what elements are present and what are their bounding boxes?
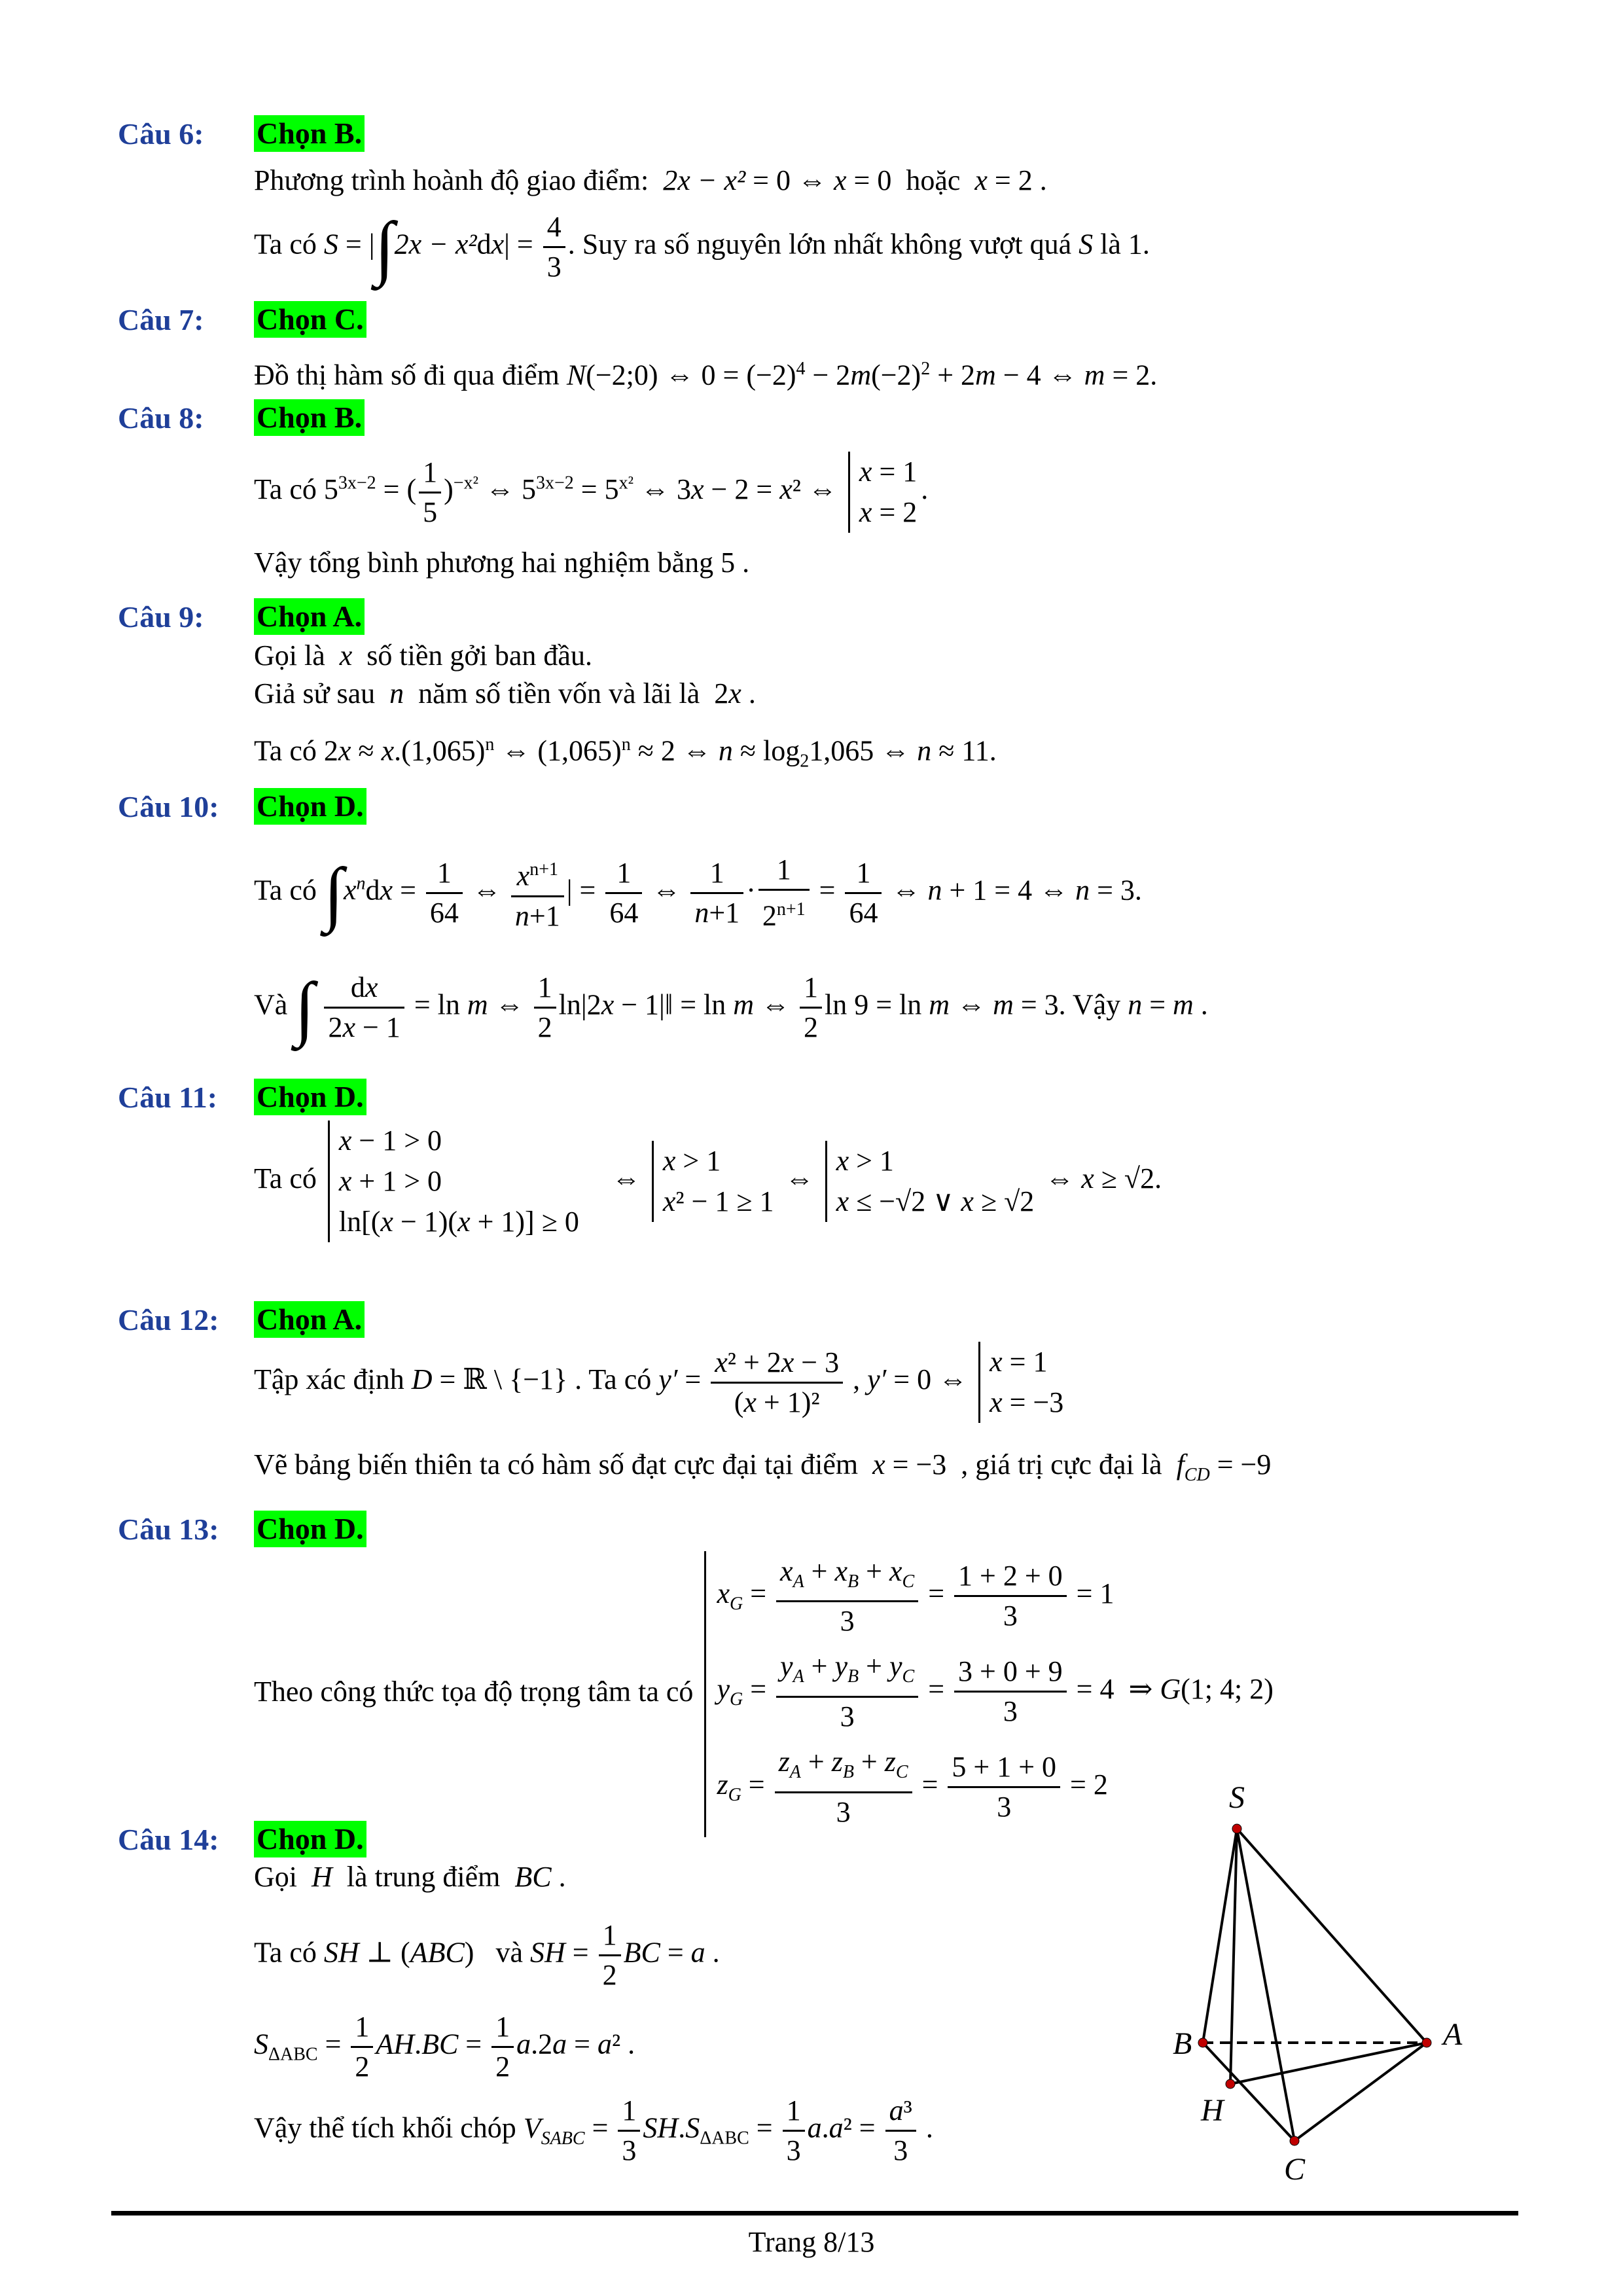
q9-line-2: Giả sử sau n năm số tiền vốn và lãi là 2x . (254, 677, 756, 709)
page-number: Trang 8/13 (748, 2226, 875, 2258)
q14-line-4: Vậy thể tích khối chóp $V_{SABC}$ = $\frac{1}{3}$ $SH.S_{\Delta ABC}$ = $\frac{1}{3}$ a.a² = $\frac{\text{a³}}{3}$ . (254, 2092, 933, 2170)
question-14-answer: Chọn D. (254, 1821, 366, 1857)
question-13-answer: Chọn D. (254, 1511, 366, 1547)
vertex-label-a: A (1443, 2017, 1463, 2052)
question-7-answer: Chọn C. (254, 301, 366, 338)
question-10-number: Câu 10: (118, 790, 219, 823)
q7-line-1: Đồ thị hàm số đi qua điểm N(−2;0) ⇔ $0 = (-2)^4 - 2m(-2)^2 + 2m - 4$ ⇔ m = 2. (254, 359, 1158, 391)
q6-line-2: Ta có S = |∫2x − x²dx| = $\frac{4}{3}$ . Suy ra số nguyên lớn nhất không vượt quá S là 1. (254, 207, 1150, 287)
question-11-number: Câu 11: (118, 1081, 218, 1114)
question-6-answer: Chọn B. (254, 115, 365, 152)
vertex-label-c: C (1284, 2152, 1306, 2186)
vertex-label-s: S (1229, 1780, 1245, 1815)
q8-line-1: Ta có $5^{3x-2}$ = ( $\frac{1}{5}$ )$^{-x^2}$ ⇔ $5^{3x-2} = 5^{x^2}$ ⇔ 3x − 2 = x² ⇔ x = 1 x = 2 . (254, 452, 928, 533)
q11-line-1: Ta có x − 1 > 0 x + 1 > 0 ln[(x − 1)(x + 1)] ≥ 0 ⇔ x > 1 x² − 1 ≥ 1 ⇔ x > 1 x ≤ −√2 ∨ x ≥ √2 ⇔ x ≥ √2. (254, 1121, 1162, 1242)
question-9-answer: Chọn A. (254, 598, 365, 635)
vertex-label-b: B (1173, 2026, 1192, 2061)
q13-line-1: Theo công thức tọa độ trọng tâm ta có $x_G$ = $\frac{x_A + x_B + x_C}{3}$ = $\frac{1 + 2 + 0}{3}$ = 1 $y_G$ = $\frac{y_A + y_B + y_C}{3}$ = $\frac{3 + 0 + 9}{3}$ = 4 ⇒ G(1; 4; 2) $z_G$ = $\frac{z_A + z_B + z_C}{3}$ = $\frac{5 + 1 + 0}{3}$ = 2 (254, 1551, 1277, 1837)
q9-line-3: Ta có $2x \approx x.(1,065)^n$ ⇔ $(1,065)^n \approx 2$ ⇔ $n \approx \log_21,065$ ⇔ n ≈ 11. (254, 734, 997, 772)
question-7-number: Câu 7: (118, 303, 204, 336)
q12-line-1: Tập xác định D = ℝ \ {−1} . Ta có y′ = $\frac{\text{x² + 2x − 3}}{\text{(x + 1)²}}$ , y′ = 0 ⇔ x = 1 x = −3 (254, 1342, 1067, 1423)
question-14-number: Câu 14: (118, 1823, 219, 1856)
question-6-number: Câu 6: (118, 117, 204, 151)
pyramid-figure (1139, 1767, 1505, 2186)
question-11-answer: Chọn D. (254, 1079, 366, 1115)
q14-line-3: $S_{\Delta ABC}$ = $\frac{1}{2}$ AH.BC = $\frac{1}{2}$ a.2a = a² . (254, 2008, 635, 2086)
q10-line-1: Ta có $\int x^ndx$ = $\frac{1}{64}$ ⇔ $\frac{x^{n+1}}{n+1}$ | = $\frac{1}{64}$ ⇔ $\frac{1}{n+1}$ · $\frac{1}{2^{n+1}}$ = $\frac{1}{64}$ ⇔ n + 1 = 4 ⇔ n = 3. (254, 851, 1142, 935)
vertex-label-h: H (1201, 2093, 1224, 2128)
q6-line-1: Phương trình hoành độ giao điểm: 2x − x² = 0 ⇔ x = 0 hoặc x = 2 . (254, 164, 1047, 196)
q12-line-2: Vẽ bảng biến thiên ta có hàm số đạt cực đại tại điểm x = −3 , giá trị cực đại là $f_{CD} = -9$ (254, 1448, 1272, 1485)
question-12-answer: Chọn A. (254, 1301, 365, 1338)
question-8-number: Câu 8: (118, 401, 204, 435)
q14-line-2: Ta có SH ⊥ (ABC) và SH = $\frac{1}{2}$ BC = a . (254, 1916, 720, 1994)
question-12-number: Câu 12: (118, 1303, 219, 1336)
footer-divider (111, 2211, 1518, 2215)
question-9-number: Câu 9: (118, 600, 204, 634)
q10-line-2: Và ∫ $\frac{dx}{2x - 1}$ = ln m ⇔ $\frac{1}{2}$ ln|2x − 1|‖ = ln m ⇔ $\frac{1}{2}$ ln 9 = ln m ⇔ m = 3. Vậy n = m . (254, 967, 1208, 1048)
q8-line-2: Vậy tổng bình phương hai nghiệm bằng 5 . (254, 547, 750, 579)
question-8-answer: Chọn B. (254, 399, 365, 436)
q9-line-1: Gọi là x số tiền gởi ban đầu. (254, 639, 592, 672)
question-13-number: Câu 13: (118, 1513, 219, 1546)
question-10-answer: Chọn D. (254, 788, 366, 825)
q14-line-1: Gọi H là trung điểm BC . (254, 1861, 566, 1893)
